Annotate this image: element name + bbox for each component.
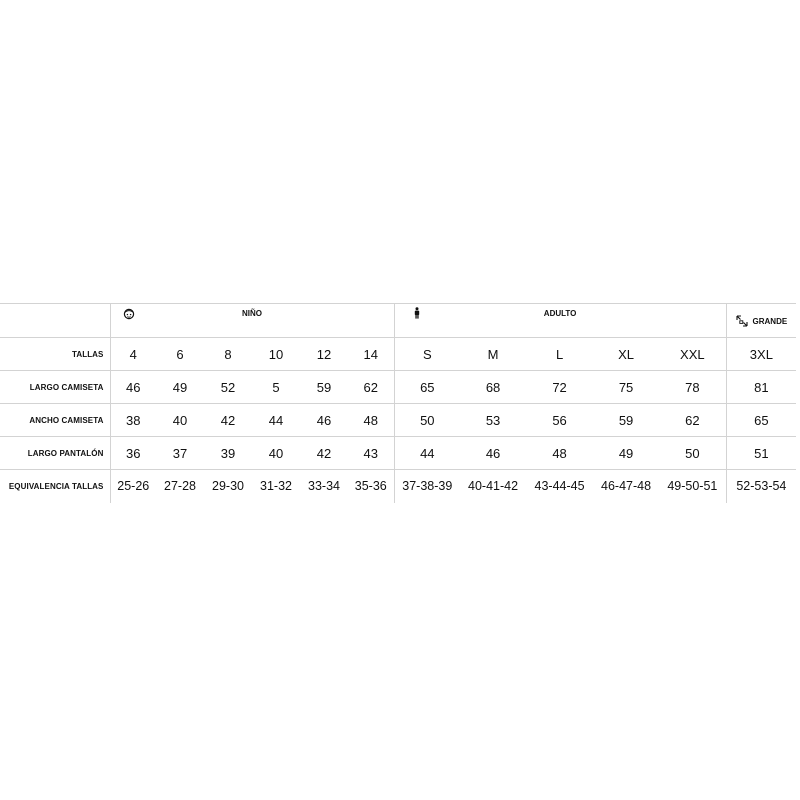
size-value-cell: 68 xyxy=(460,371,526,404)
size-value-cell: 37 xyxy=(156,437,204,470)
row-largo-camiseta xyxy=(0,371,796,404)
size-value-cell: 14 xyxy=(348,338,394,371)
row-tallas xyxy=(0,338,796,371)
size-value-cell: 46-47-48 xyxy=(601,479,652,494)
size-value-cell: 65 xyxy=(726,404,796,437)
size-value-cell: 25-26 xyxy=(110,470,156,503)
size-value-cell: 50 xyxy=(659,437,726,470)
row-ancho-camiseta xyxy=(0,404,796,437)
size-value-cell: 81 xyxy=(726,371,796,404)
row-equivalencia-tallas xyxy=(0,470,796,503)
size-value-cell: 48 xyxy=(526,437,593,470)
size-value-cell: 43 xyxy=(348,437,394,470)
row-label: ANCHO CAMISETA xyxy=(0,404,110,437)
size-value-cell: 38 xyxy=(110,404,156,437)
size-value-cell: L xyxy=(526,338,593,371)
size-value-cell: 48 xyxy=(348,404,394,437)
size-value-cell: 49 xyxy=(156,371,204,404)
size-value-cell: 78 xyxy=(659,371,726,404)
size-value-cell: 6 xyxy=(156,338,204,371)
row-largo-pantalon xyxy=(0,437,796,470)
size-value-cell: 46 xyxy=(460,437,526,470)
size-value-cell: 36 xyxy=(110,437,156,470)
row-label: LARGO CAMISETA xyxy=(0,371,110,404)
group-title-nino: NIÑO xyxy=(242,309,263,318)
size-value-cell: XL xyxy=(593,338,659,371)
group-title-adulto: ADULTO xyxy=(543,309,577,318)
size-value-cell: 65 xyxy=(394,371,460,404)
size-value-cell: 43-44-45 xyxy=(534,479,585,494)
size-value-cell: XXL xyxy=(659,338,726,371)
size-value-cell: 53 xyxy=(460,404,526,437)
size-value-cell: 8 xyxy=(204,338,252,371)
size-value-cell: 35-36 xyxy=(354,479,387,494)
size-value-cell: 40 xyxy=(156,404,204,437)
size-value-cell: 49-50-51 xyxy=(667,479,718,494)
size-value-cell: 51 xyxy=(726,437,796,470)
size-value-cell: 40 xyxy=(252,437,300,470)
size-value-cell: 29-30 xyxy=(212,479,244,494)
size-value-cell: 44 xyxy=(394,437,460,470)
size-value-cell: 39 xyxy=(204,437,252,470)
size-value-cell: 62 xyxy=(659,404,726,437)
grande-label-wrap xyxy=(736,315,788,327)
size-value-cell: 33-34 xyxy=(308,479,340,494)
size-value-cell: 72 xyxy=(526,371,593,404)
size-value-cell: 27-28 xyxy=(164,479,196,494)
size-value-cell: 59 xyxy=(300,371,348,404)
group-adulto xyxy=(394,304,726,338)
size-value-cell: 12 xyxy=(300,338,348,371)
size-value-cell: 5 xyxy=(252,371,300,404)
size-value-cell: 10 xyxy=(252,338,300,371)
group-title-grande: GRANDE xyxy=(752,316,788,326)
size-value-cell: 75 xyxy=(593,371,659,404)
size-value-cell: 59 xyxy=(593,404,659,437)
size-value-cell: 3XL xyxy=(726,338,796,371)
size-value-cell: 62 xyxy=(348,371,394,404)
size-value-cell: 56 xyxy=(526,404,593,437)
size-value-cell: 46 xyxy=(300,404,348,437)
size-value-cell: 52 xyxy=(204,371,252,404)
size-value-cell: 42 xyxy=(204,404,252,437)
row-label: LARGO PANTALÓN xyxy=(0,437,110,470)
size-value-cell: 4 xyxy=(110,338,156,371)
size-value-cell: 44 xyxy=(252,404,300,437)
size-value-cell: 49 xyxy=(593,437,659,470)
header-corner-cell xyxy=(0,304,110,338)
size-value-cell: 50 xyxy=(394,404,460,437)
size-value-cell: 40-41-42 xyxy=(468,479,519,494)
row-label: TALLAS xyxy=(0,338,110,371)
size-value-cell: 42 xyxy=(300,437,348,470)
expand-arrows-icon xyxy=(736,315,748,327)
size-value-cell: 37-38-39 xyxy=(394,470,460,503)
group-header-row xyxy=(0,304,796,338)
size-value-cell: 46 xyxy=(110,371,156,404)
size-value-cell: 31-32 xyxy=(260,479,292,494)
size-value-cell: 52-53-54 xyxy=(726,470,796,503)
size-chart-table xyxy=(0,303,796,503)
row-label: EQUIVALENCIA TALLAS xyxy=(8,481,104,491)
size-value-cell: S xyxy=(394,338,460,371)
group-nino xyxy=(110,304,394,338)
group-grande xyxy=(726,304,796,338)
size-value-cell: M xyxy=(460,338,526,371)
